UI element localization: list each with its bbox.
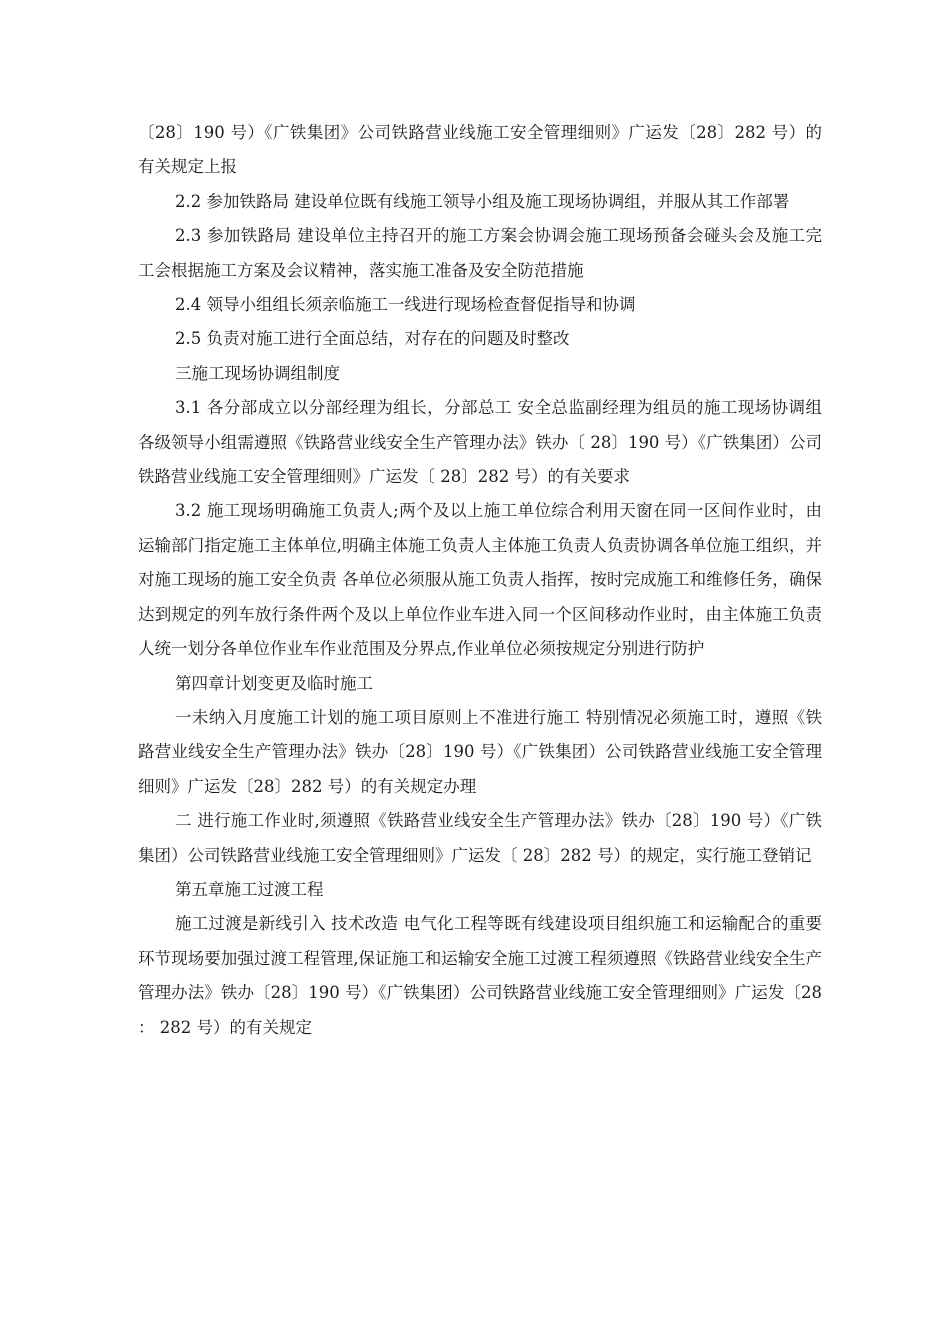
paragraph-continuation: 〔28〕190 号）《广铁集团》公司铁路营业线施工安全管理细则》广运发〔28〕282 号）的有关规定上报 [138, 123, 822, 177]
paragraph-2-3: 2.3 参加铁路局 建设单位主持召开的施工方案会协调会施工现场预备会碰头会及施工完工会根据施工方案及会议精神，落实施工准备及安全防范措施 [138, 226, 822, 280]
paragraph-5-1: 施工过渡是新线引入 技术改造 电气化工程等既有线建设项目组织施工和运输配合的重要环节现场要加强过渡工程管理,保证施工和运输安全施工过渡工程须遵照《铁路营业线安全生产管理办法》铁办〔28〕190 号）《广铁集团）公司铁路营业线施工安全管理细则》广运发〔28 ： 282 号）的有关规定 [138, 914, 822, 1037]
chapter-heading-5: 第五章施工过渡工程 [175, 879, 324, 899]
paragraph-4-1: 一未纳入月度施工计划的施工项目原则上不准进行施工 特别情况必须施工时，遵照《铁路营业线安全生产管理办法》铁办〔28〕190 号）《广铁集团）公司铁路营业线施工安全管理细则》广运发〔28〕282 号）的有关规定办理 [138, 707, 822, 796]
document-body [138, 116, 822, 1045]
chapter-heading-4: 第四章计划变更及临时施工 [175, 673, 373, 693]
paragraph-2-4: 2.4 领导小组组长须亲临施工一线进行现场检查督促指导和协调 [175, 295, 636, 315]
section-heading-3: 三施工现场协调组制度 [175, 363, 340, 383]
paragraph-3-2: 3.2 施工现场明确施工负责人;两个及以上施工单位综合利用天窗在同一区间作业时，由运输部门指定施工主体单位,明确主体施工负责人主体施工负责人负责协调各单位施工组织，并对施工现场的施工安全负责 各单位必须服从施工负责人指挥，按时完成施工和维修任务，确保达到规定的列车放行条件两个及以上单位作业车进入同一个区间移动作业时，由主体施工负责人统一划分各单位作业车作业范围及分界点,作业单位必须按规定分别进行防护 [138, 501, 822, 659]
paragraph-2-2: 2.2 参加铁路局 建设单位既有线施工领导小组及施工现场协调组，并服从其工作部署 [175, 191, 790, 211]
paragraph-2-5: 2.5 负责对施工进行全面总结，对存在的问题及时整改 [175, 329, 570, 349]
paragraph-4-2: 二 进行施工作业时,须遵照《铁路营业线安全生产管理办法》铁办〔28〕190 号）《广铁集团）公司铁路营业线施工安全管理细则》广运发〔 28〕282 号）的规定，实行施工登销记 [138, 811, 822, 865]
paragraph-3-1: 3.1 各分部成立以分部经理为组长，分部总工 安全总监副经理为组员的施工现场协调组各级领导小组需遵照《铁路营业线安全生产管理办法》铁办〔 28〕190 号）《广铁集团）公司铁路营业线施工安全管理细则》广运发〔 28〕282 号）的有关要求 [138, 398, 822, 487]
